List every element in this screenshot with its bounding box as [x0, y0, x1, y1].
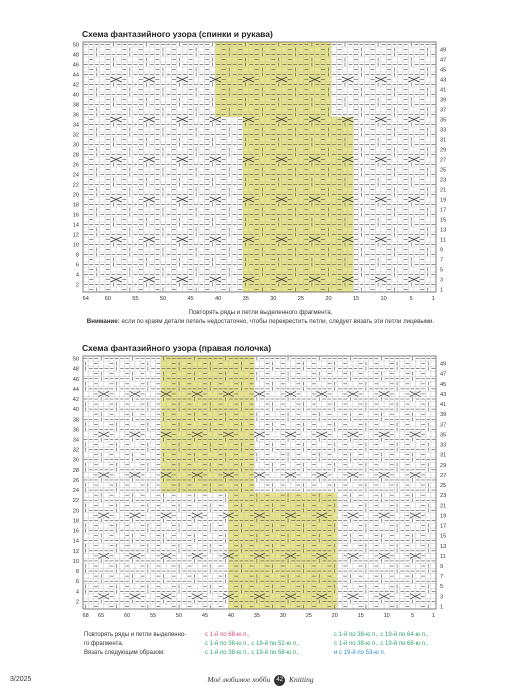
chart1-row-label-right: 13 — [440, 227, 447, 234]
legend-line3: Вязать следующим образом: — [84, 650, 165, 656]
chart1-row-label-left: 6 — [75, 262, 79, 269]
chart2-title: Схема фантазийного узора (правая полочка) — [82, 343, 272, 353]
chart1-col-label: 1 — [431, 296, 435, 302]
chart1-col-label: 20 — [325, 296, 332, 302]
chart1-col-label: 10 — [380, 296, 387, 302]
chart1-row-label-right: 29 — [440, 147, 447, 154]
brand-right: Knitting — [289, 675, 314, 685]
chart1-row-label-right: 5 — [440, 267, 444, 274]
chart2-row-label-left: 40 — [72, 407, 79, 414]
chart1-row-label-left: 10 — [72, 242, 79, 249]
chart2-row-label-right: 39 — [440, 412, 447, 419]
chart1-row-label-left: 38 — [72, 102, 79, 109]
chart1-row-label-right: 35 — [440, 117, 447, 124]
brand-left: Моё любимое хобби — [207, 675, 271, 685]
chart2-row-label-left: 12 — [72, 548, 79, 555]
chart1-col-label: 35 — [242, 296, 249, 302]
chart1-row-label-right: 17 — [440, 207, 447, 214]
chart1-row-label-left: 48 — [72, 52, 79, 59]
note1-line1: Повторять ряды и петли выделенного фрагмента. — [188, 309, 333, 316]
chart2-row-label-right: 3 — [440, 594, 444, 601]
chart2-col-label: 5 — [411, 613, 415, 619]
chart1-row-label-left: 50 — [72, 42, 79, 49]
chart1-row-label-right: 41 — [440, 87, 447, 94]
chart2-row-label-right: 5 — [440, 584, 444, 591]
chart1-row-label-left: 24 — [72, 172, 79, 179]
chart2-row-label-left: 4 — [75, 589, 79, 596]
chart1-row-label-right: 45 — [440, 67, 447, 74]
chart2-col-label: 10 — [383, 613, 390, 619]
chart2-row-label-right: 9 — [440, 563, 444, 570]
chart2-row-label-left: 30 — [72, 457, 79, 464]
chart1-row-label-right: 11 — [440, 237, 446, 244]
chart2-row-label-left: 42 — [72, 397, 79, 404]
chart1-row-label-left: 14 — [72, 222, 79, 229]
chart1-col-label: 55 — [132, 296, 139, 302]
chart1-row-label-left: 26 — [72, 162, 79, 169]
chart2-row-label-right: 27 — [440, 472, 447, 479]
chart1-row-label-left: 32 — [72, 132, 79, 139]
chart2-row-label-right: 31 — [440, 452, 447, 459]
chart2-row-label-right: 25 — [440, 483, 447, 490]
chart2-row-label-left: 36 — [72, 427, 79, 434]
chart1-col-label: 50 — [159, 296, 167, 302]
chart1-row-label-left: 18 — [72, 202, 79, 209]
chart2-row-label-right: 43 — [440, 391, 447, 398]
chart2-row-label-right: 21 — [440, 503, 447, 510]
chart2-row-label-right: 41 — [440, 402, 447, 409]
chart2-row-label-left: 50 — [72, 356, 79, 363]
chart2-col-label: 50 — [175, 613, 183, 619]
chart1-row-label-right: 23 — [440, 177, 447, 184]
chart2-row-label-right: 29 — [440, 462, 447, 469]
chart2-col-label: 40 — [227, 613, 235, 619]
chart2-col-label: 1 — [431, 613, 435, 619]
chart2-row-label-left: 38 — [72, 417, 79, 424]
chart2-col-label: 65 — [98, 613, 105, 619]
chart2-row-label-left: 14 — [72, 538, 79, 545]
legend-line2: го фрагмента. — [84, 641, 124, 647]
chart2-row-label-right: 35 — [440, 432, 447, 439]
chart2-row-label-right: 17 — [440, 523, 447, 530]
legend-col1-row2: с 1-й по 38-ю п., с 19-й по 52-ю п., — [205, 641, 300, 647]
chart1-row-label-left: 20 — [72, 192, 79, 199]
note1-warning-text: если по краям детали петель недостаточно, чтобы перекрестить петли, следует вязать эти петли лицевыми. — [119, 318, 435, 325]
chart1-row-label-left: 36 — [72, 112, 79, 119]
chart1-row-label-right: 37 — [440, 107, 447, 114]
chart1-row-label-left: 28 — [72, 152, 79, 159]
chart2-row-label-right: 19 — [440, 513, 447, 520]
chart2-col-label: 25 — [305, 613, 312, 619]
chart1-row-label-right: 7 — [440, 257, 444, 264]
chart2-row-label-left: 10 — [72, 558, 79, 565]
chart1-row-label-right: 9 — [440, 247, 444, 254]
chart1-row-label-right: 31 — [440, 137, 447, 144]
chart1-row-label-left: 40 — [72, 92, 79, 99]
chart1-row-label-right: 49 — [440, 47, 447, 54]
chart1-row-label-left: 4 — [75, 272, 79, 279]
chart2-row-label-left: 48 — [72, 366, 79, 373]
chart2-row-label-left: 22 — [72, 498, 79, 505]
chart1-col-label: 30 — [270, 296, 277, 302]
chart2-row-label-left: 26 — [72, 477, 79, 484]
chart2-row-label-left: 46 — [72, 376, 79, 383]
legend-col2 — [334, 631, 428, 658]
legend-text — [84, 631, 186, 658]
note1-warning-label: Внимание: — [86, 318, 120, 325]
chart2-row-label-right: 47 — [440, 371, 447, 378]
chart2-row-label-left: 34 — [72, 437, 79, 444]
chart1-row-label-right: 19 — [440, 197, 447, 204]
chart2-col-label: 68 — [82, 613, 89, 619]
chart2-col-label: 20 — [331, 613, 338, 619]
legend-col2-row1: с 1-й по 38-ю п., с 19-й по 64-ю п., — [334, 632, 429, 638]
chart2-row-label-right: 7 — [440, 574, 444, 581]
chart1-row-label-left: 8 — [75, 252, 79, 259]
chart1-row-label-right: 39 — [440, 97, 447, 104]
footer-brand — [0, 675, 521, 686]
chart1-row-label-right: 25 — [440, 167, 447, 174]
chart1-col-label: 45 — [187, 296, 194, 302]
chart1-col-label: 64 — [82, 296, 89, 302]
chart1-row-label-left: 46 — [72, 62, 79, 69]
chart2-row-label-right: 13 — [440, 543, 447, 550]
chart2-row-label-right: 1 — [440, 604, 444, 611]
chart2-row-label-left: 28 — [72, 467, 79, 474]
chart2-row-label-right: 49 — [440, 361, 447, 368]
chart1-row-label-left: 44 — [72, 72, 79, 79]
chart1-row-label-left: 2 — [75, 282, 79, 289]
chart2-col-label: 60 — [124, 613, 131, 619]
chart1-row-label-right: 43 — [440, 77, 447, 84]
chart2-col-label: 55 — [149, 613, 157, 619]
chart1-row-label-right: 1 — [440, 287, 444, 294]
chart1-row-label-right: 33 — [440, 127, 447, 134]
chart2-row-label-right: 33 — [440, 442, 447, 449]
chart2-row-label-right: 45 — [440, 381, 447, 388]
chart2-row-label-left: 18 — [72, 518, 79, 525]
chart1-row-label-right: 3 — [440, 277, 444, 284]
chart1-row-label-right: 27 — [440, 157, 447, 164]
chart1-row-label-left: 34 — [72, 122, 79, 129]
legend-line1: Повторять ряды и петли выделенно- — [84, 632, 187, 638]
page-number: 42 — [274, 675, 285, 686]
legend-col2-row2: с 1-й по 38-ю п., с 19-й по 68-ю п., — [334, 641, 429, 647]
chart2-row-label-right: 37 — [440, 422, 447, 429]
chart2-col-label: 30 — [279, 613, 286, 619]
chart2-row-label-left: 24 — [72, 488, 79, 495]
chart1-row-label-left: 22 — [72, 182, 79, 189]
chart2-row-label-left: 32 — [72, 447, 79, 454]
chart2-row-label-left: 8 — [75, 569, 79, 576]
chart2-col-label: 15 — [357, 613, 364, 619]
chart1-row-label-right: 47 — [440, 57, 447, 64]
chart1-row-label-left: 16 — [72, 212, 79, 219]
chart2-row-label-left: 44 — [72, 386, 79, 393]
chart1-col-label: 15 — [352, 296, 360, 302]
legend-col1-row3: с 1-й по 38-ю п., с 19-й по 58-ю п., — [205, 650, 300, 656]
chart2-row-label-left: 16 — [72, 528, 79, 535]
chart2-row-label-left: 2 — [75, 599, 79, 606]
chart1-row-label-left: 30 — [72, 142, 79, 149]
chart1-row-label-left: 12 — [72, 232, 79, 239]
chart2-row-label-right: 11 — [440, 553, 446, 560]
chart1-row-label-right: 21 — [440, 187, 447, 194]
legend-col2-row3: и с 19-й по 53-ю п. — [334, 650, 386, 656]
chart2-row-label-right: 23 — [440, 493, 447, 500]
chart2-row-label-right: 15 — [440, 533, 447, 540]
chart1-row-label-left: 42 — [72, 82, 79, 89]
chart1-col-label: 5 — [409, 296, 413, 302]
chart1-col-label: 60 — [104, 296, 111, 302]
legend-col1 — [205, 631, 299, 658]
chart2-row-label-left: 20 — [72, 508, 79, 515]
chart2-col-label: 35 — [253, 613, 261, 619]
chart2-row-label-left: 6 — [75, 579, 79, 586]
legend-col1-row1: с 1-й по 68-ю п., — [205, 632, 250, 638]
chart1-col-label: 25 — [297, 296, 304, 302]
issue-number: 3/2025 — [10, 676, 32, 683]
chart1-title: Схема фантазийного узора (спинки и рукава) — [82, 29, 273, 39]
chart1-col-label: 40 — [215, 296, 222, 302]
chart2-col-label: 45 — [201, 613, 209, 619]
chart1-row-label-right: 15 — [440, 217, 447, 224]
